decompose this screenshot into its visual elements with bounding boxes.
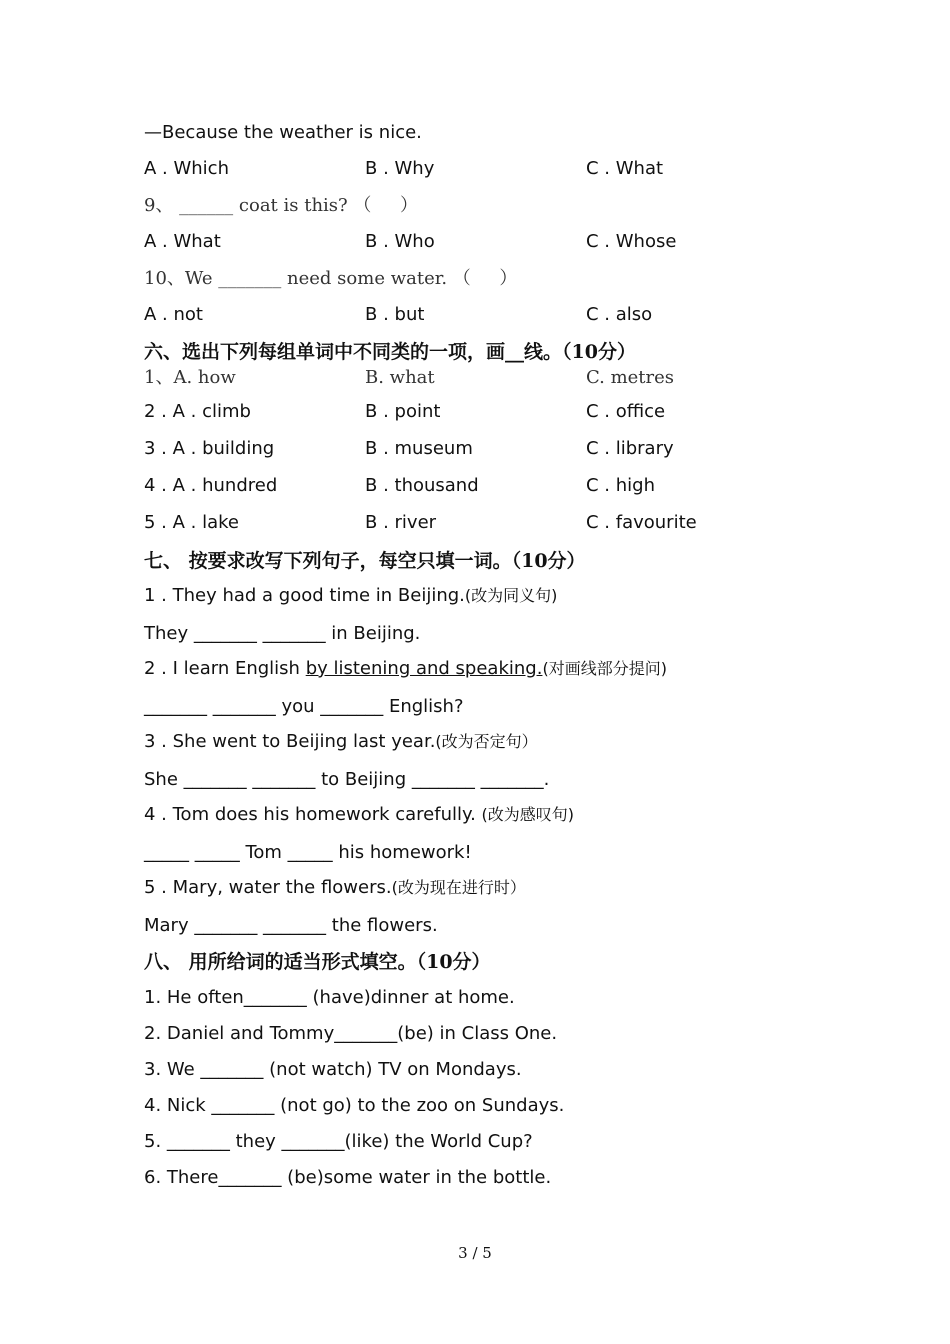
instruction: (改为感叹句) — [481, 805, 575, 824]
option: B. what — [365, 367, 435, 388]
s8-item: 6. There_______ (be)some water in the bottle. — [144, 1167, 552, 1188]
s8-item: 1. He often_______ (have)dinner at home. — [144, 987, 515, 1008]
s7-answer-1: They _______ _______ in Beijing. — [144, 623, 421, 644]
instruction: (改为同义句) — [464, 586, 558, 605]
option: A . Which — [144, 158, 229, 179]
option: B . river — [365, 512, 437, 533]
option: C . also — [586, 304, 653, 325]
option: C . Whose — [586, 231, 677, 252]
option: B . but — [365, 304, 425, 325]
option: 1、A. how — [144, 367, 236, 388]
s8-item: 4. Nick _______ (not go) to the zoo on Sundays. — [144, 1095, 565, 1116]
option: C . high — [586, 475, 655, 496]
sentence: 2 . I learn English — [144, 658, 306, 679]
option: A . What — [144, 231, 221, 252]
s7-answer-2: _______ _______ you _______ English? — [144, 696, 464, 717]
sentence: 5 . Mary, water the flowers. — [144, 877, 392, 898]
question-10: 10、We _______ need some water. （ ） — [144, 268, 518, 289]
option: C . library — [586, 438, 674, 459]
option: C. metres — [586, 367, 675, 388]
s8-item: 5. _______ they _______(like) the World Cup? — [144, 1131, 533, 1152]
option: B . thousand — [365, 475, 479, 496]
s7-answer-4: _____ _____ Tom _____ his homework! — [144, 842, 472, 863]
option: B . museum — [365, 438, 473, 459]
instruction: (对画线部分提问) — [542, 659, 667, 678]
instruction: (改为否定句） — [435, 732, 538, 751]
q8-answer: —Because the weather is nice. — [144, 122, 422, 143]
option: 4 . A . hundred — [144, 475, 278, 496]
option: 5 . A . lake — [144, 512, 239, 533]
s8-item: 2. Daniel and Tommy_______(be) in Class One. — [144, 1023, 558, 1044]
option: B . Who — [365, 231, 435, 252]
section-6-heading: 六、选出下列每组单词中不同类的一项，画__线。（10分） — [144, 341, 636, 363]
underlined-phrase: by listening and speaking. — [305, 658, 543, 679]
option: B . point — [365, 401, 441, 422]
s7-question-4 — [144, 804, 574, 826]
s7-question-1 — [144, 585, 557, 607]
option: 3 . A . building — [144, 438, 275, 459]
page-number: 3 / 5 — [458, 1244, 492, 1262]
section-7-heading: 七、 按要求改写下列句子，每空只填一词。（10分） — [144, 550, 586, 572]
section-8-heading: 八、 用所给词的适当形式填空。（10分） — [144, 951, 491, 973]
option: A . not — [144, 304, 203, 325]
s7-question-2 — [144, 658, 667, 680]
option: B . Why — [365, 158, 435, 179]
option: C . favourite — [586, 512, 697, 533]
instruction: (改为现在进行时） — [391, 878, 526, 897]
sentence: 4 . Tom does his homework carefully. — [144, 804, 482, 825]
s8-item: 3. We _______ (not watch) TV on Mondays. — [144, 1059, 522, 1080]
s7-question-3 — [144, 731, 538, 753]
option: C . What — [586, 158, 664, 179]
question-9: 9、 ______ coat is this? （ ） — [144, 195, 419, 216]
option: 2 . A . climb — [144, 401, 251, 422]
option: C . office — [586, 401, 666, 422]
sentence: 3 . She went to Beijing last year. — [144, 731, 436, 752]
s7-question-5 — [144, 877, 526, 899]
s7-answer-5: Mary _______ _______ the flowers. — [144, 915, 438, 936]
sentence: 1 . They had a good time in Beijing. — [144, 585, 465, 606]
s7-answer-3: She _______ _______ to Beijing _______ _______. — [144, 769, 550, 790]
